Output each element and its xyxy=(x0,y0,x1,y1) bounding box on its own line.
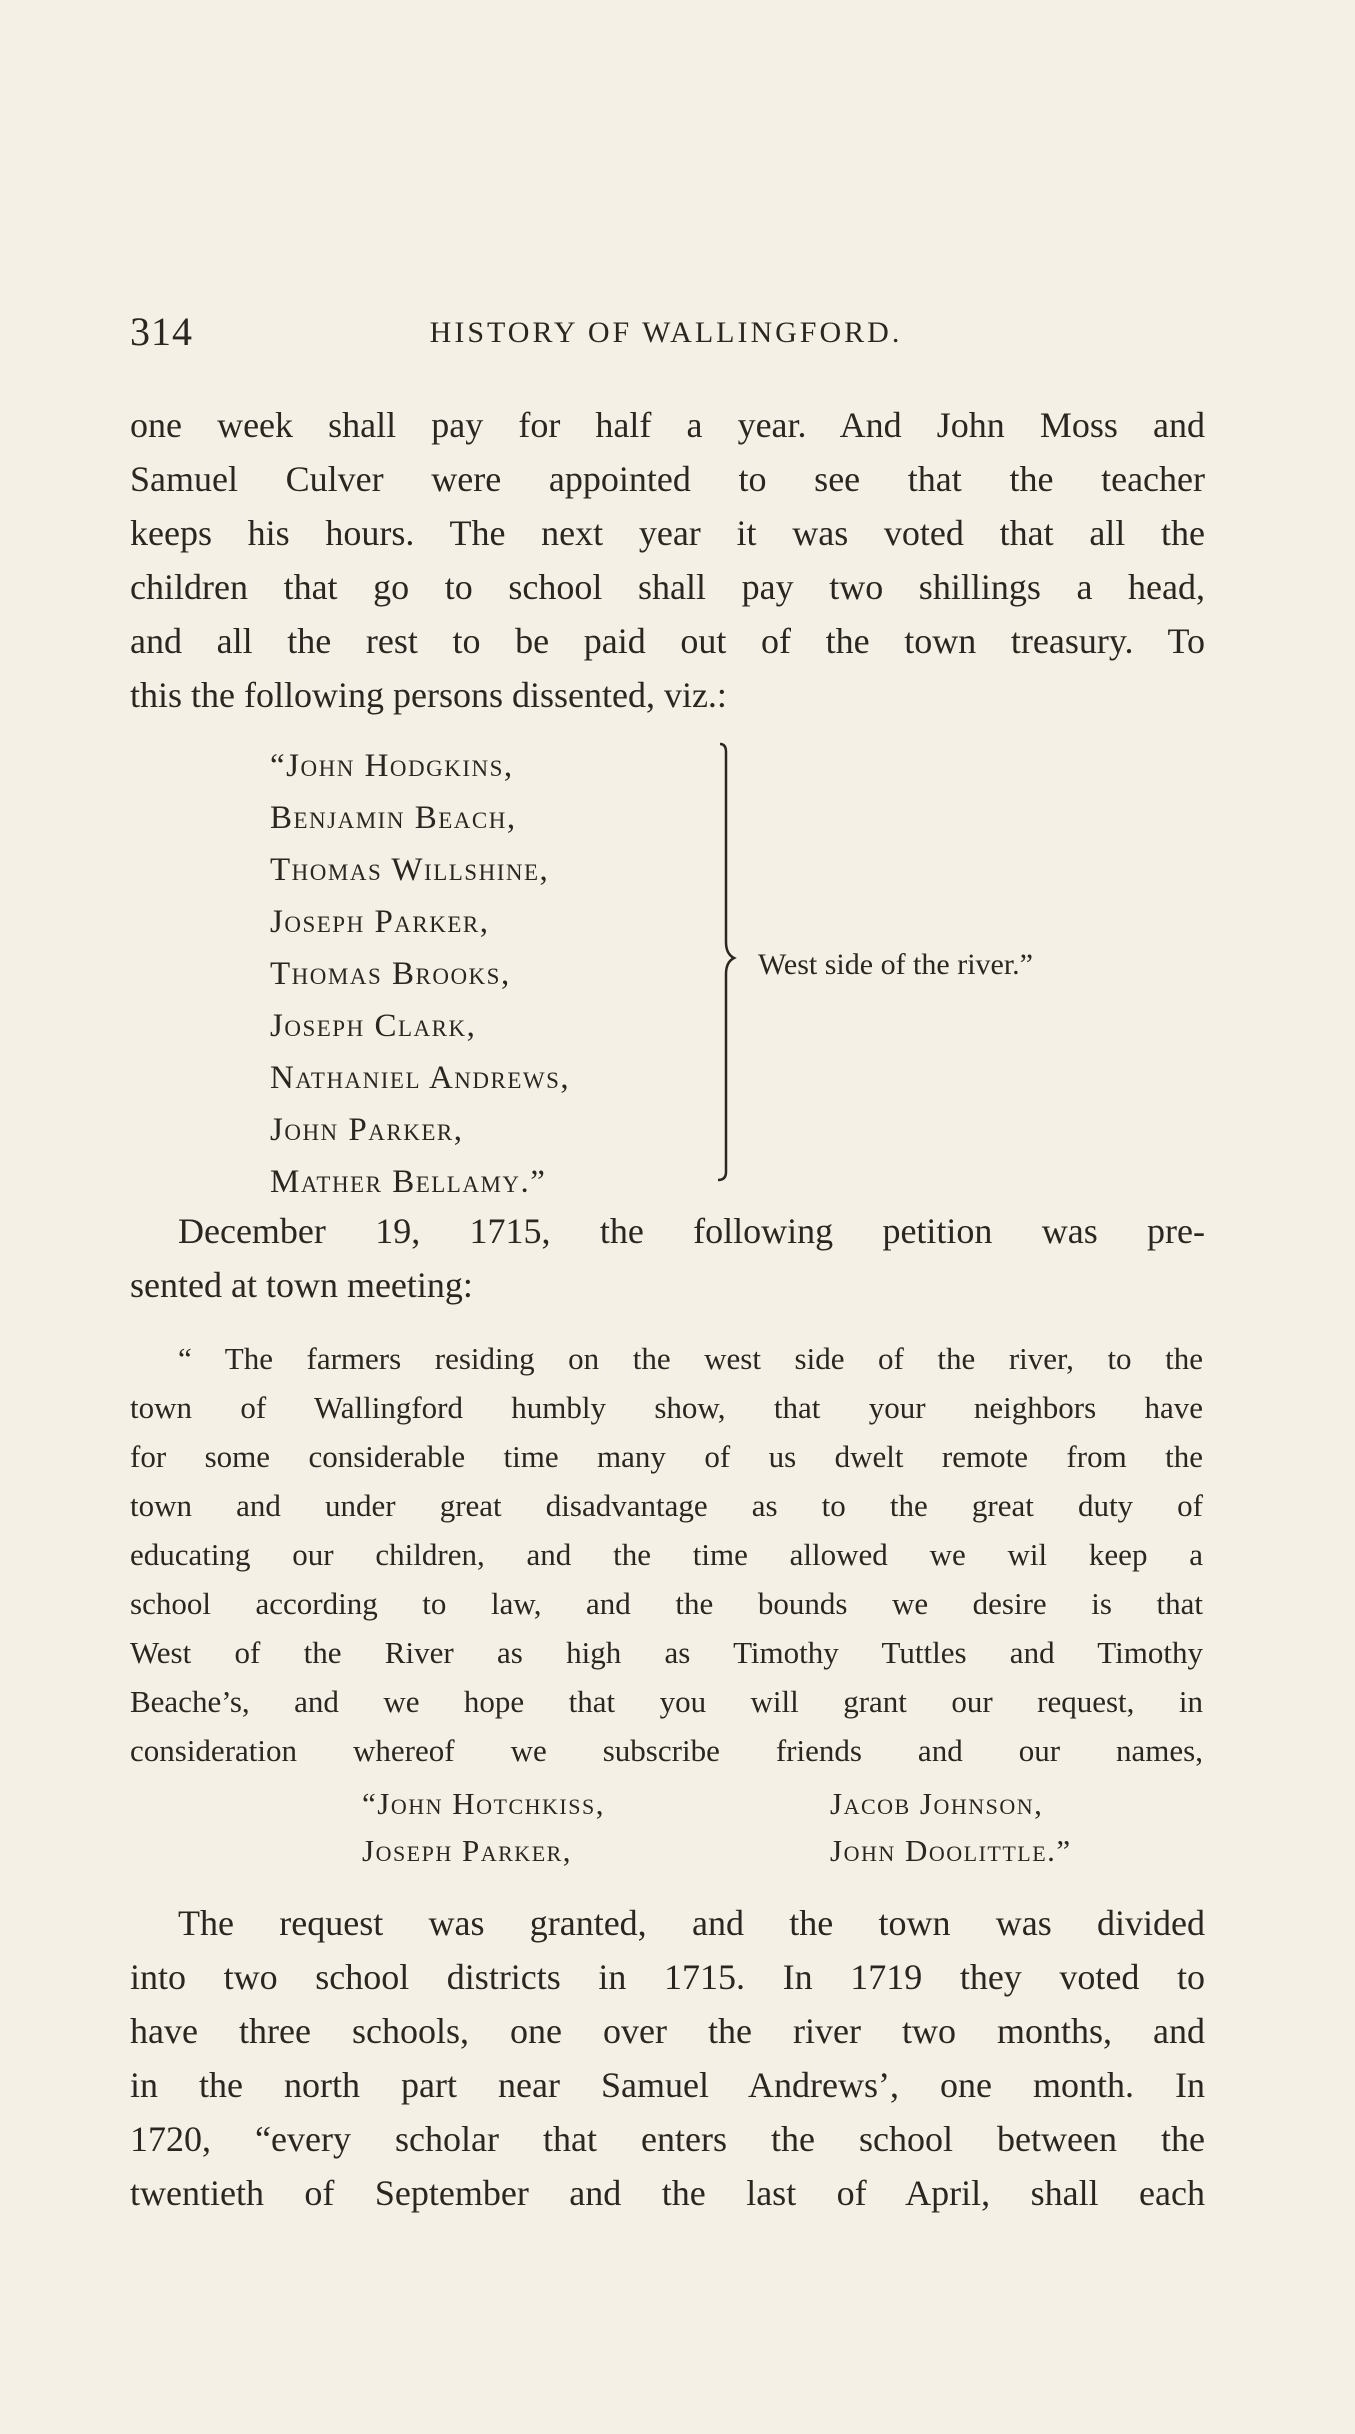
signer-name: “John Hotchkiss, xyxy=(362,1786,605,1821)
text-line: December 19, 1715, the following petition was pre- xyxy=(178,1211,1205,1251)
signer-row xyxy=(362,1827,1072,1874)
text-line: 1720, “every scholar that enters the school between the xyxy=(130,2119,1205,2159)
signer-name: Joseph Parker, xyxy=(362,1833,573,1868)
text-line: town and under great disadvantage as to the great duty of xyxy=(130,1488,1203,1523)
right-brace-icon xyxy=(700,742,750,1182)
dissenters-note: West side of the river.” xyxy=(758,948,1033,981)
text-line: town of Wallingford humbly show, that your neighbors have xyxy=(130,1390,1203,1425)
text-line: twentieth of September and the last of April, shall each xyxy=(130,2173,1205,2213)
dissenter-name: Thomas Brooks, xyxy=(270,956,511,992)
text-line: Samuel Culver were appointed to see that the teacher xyxy=(130,459,1205,499)
text-line: one week shall pay for half a year. And John Moss and xyxy=(130,405,1205,445)
text-line: children that go to school shall pay two shillings a head, xyxy=(130,567,1205,607)
text-line: The request was granted, and the town was divided xyxy=(178,1903,1205,1943)
dissenter-name: Nathaniel Andrews, xyxy=(270,1060,571,1096)
paragraph-opening xyxy=(130,398,1205,722)
paragraph-petition-intro xyxy=(130,1204,1205,1312)
dissenter-name: Mather Bellamy.” xyxy=(270,1164,547,1200)
dissenter-name: Benjamin Beach, xyxy=(270,800,517,836)
text-line: school according to law, and the bounds we desire is that xyxy=(130,1586,1203,1621)
signer-name: John Doolittle.” xyxy=(830,1833,1072,1868)
text-line: in the north part near Samuel Andrews’, one month. In xyxy=(130,2065,1205,2105)
dissenter-name: Joseph Clark, xyxy=(270,1008,477,1044)
text-line: and all the rest to be paid out of the town treasury. To xyxy=(130,621,1205,661)
text-line: Beache’s, and we hope that you will grant our request, in xyxy=(130,1684,1203,1719)
paragraph-closing xyxy=(130,1896,1205,2220)
dissenter-name: Joseph Parker, xyxy=(270,904,490,940)
text-line: “ The farmers residing on the west side of the river, to the xyxy=(178,1341,1203,1376)
text-line: West of the River as high as Timothy Tuttles and Timothy xyxy=(130,1635,1203,1670)
text-line: this the following persons dissented, viz.: xyxy=(130,675,727,715)
dissenter-name: Thomas Willshine, xyxy=(270,852,550,888)
page-number: 314 xyxy=(130,309,193,354)
text-line: keeps his hours. The next year it was voted that all the xyxy=(130,513,1205,553)
dissenter-name: “John Hodgkins, xyxy=(270,748,514,784)
text-line: consideration whereof we subscribe friends and our names, xyxy=(130,1733,1203,1768)
dissenters-list xyxy=(270,740,570,1208)
text-line: for some considerable time many of us dwelt remote from the xyxy=(130,1439,1203,1474)
text-line: have three schools, one over the river two months, and xyxy=(130,2011,1205,2051)
running-head: HISTORY OF WALLINGFORD. xyxy=(429,316,903,349)
page-header xyxy=(130,308,1202,358)
text-line: sented at town meeting: xyxy=(130,1265,473,1305)
signer-row xyxy=(362,1780,1072,1827)
text-line: educating our children, and the time allowed we wil keep a xyxy=(130,1537,1203,1572)
petition-text xyxy=(130,1334,1203,1775)
dissenter-name: John Parker, xyxy=(270,1112,464,1148)
signer-name: Jacob Johnson, xyxy=(830,1786,1044,1821)
text-line: into two school districts in 1715. In 1719 they voted to xyxy=(130,1957,1205,1997)
petition-signers xyxy=(362,1780,1072,1874)
